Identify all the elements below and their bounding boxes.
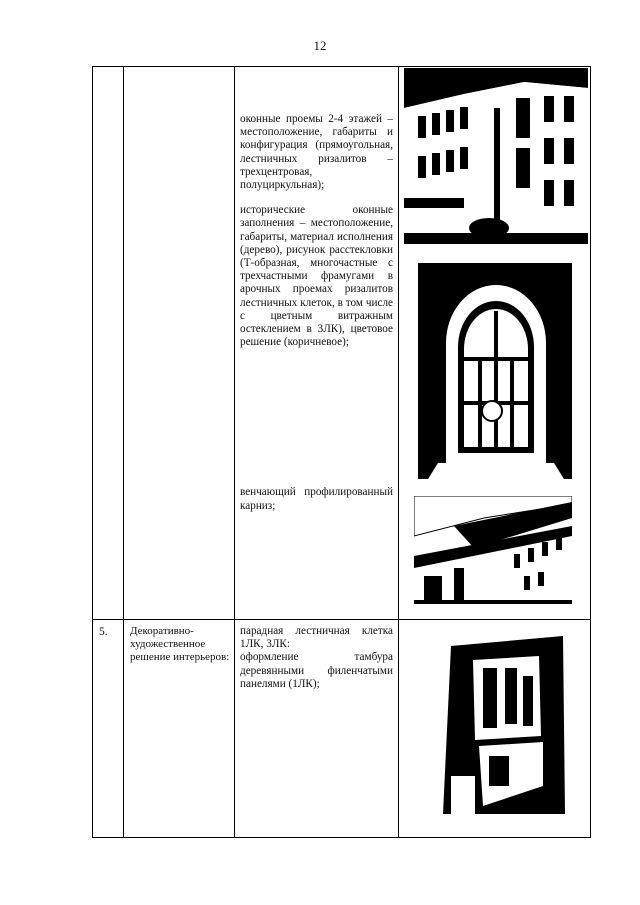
arched-window-photo (418, 263, 572, 479)
item-cornice: венчающий профилированный карниз; (240, 486, 393, 512)
row-description-cell (235, 67, 399, 620)
row-label-cell (124, 67, 235, 620)
cornice-photo (414, 496, 572, 604)
item-staircase: парадная лестничная клетка 1ЛК, 3ЛК: (240, 625, 393, 651)
row-label-cell: Декоративно-художественное решение интерьеров: (124, 620, 235, 838)
row-number-cell (93, 67, 124, 620)
item-window-openings: оконные проемы 2-4 этажей – местоположение, габариты и конфигурация (прямоугольная, лестничных ризалитов – трехцентровая, полуциркульная); (240, 113, 393, 192)
row-number-cell: 5. (93, 620, 124, 838)
vestibule-photo (443, 636, 571, 814)
item-vestibule: оформление тамбура деревянными филенчатыми панелями (1ЛК); (240, 651, 393, 690)
facade-photo (404, 68, 588, 244)
page-number: 12 (313, 38, 327, 53)
item-window-fillings: исторические оконные заполнения – местоположение, габариты, материал исполнения (дерево), рисунок расстекловки (Т-образная, многочастные с трехчастными фрамугами в арочных проемах ризалитов лестничных клеток, в том числе с цветным витражным остеклением в 3ЛК), цветовое решение (коричневое); (240, 204, 393, 349)
row-description-cell (235, 620, 399, 838)
